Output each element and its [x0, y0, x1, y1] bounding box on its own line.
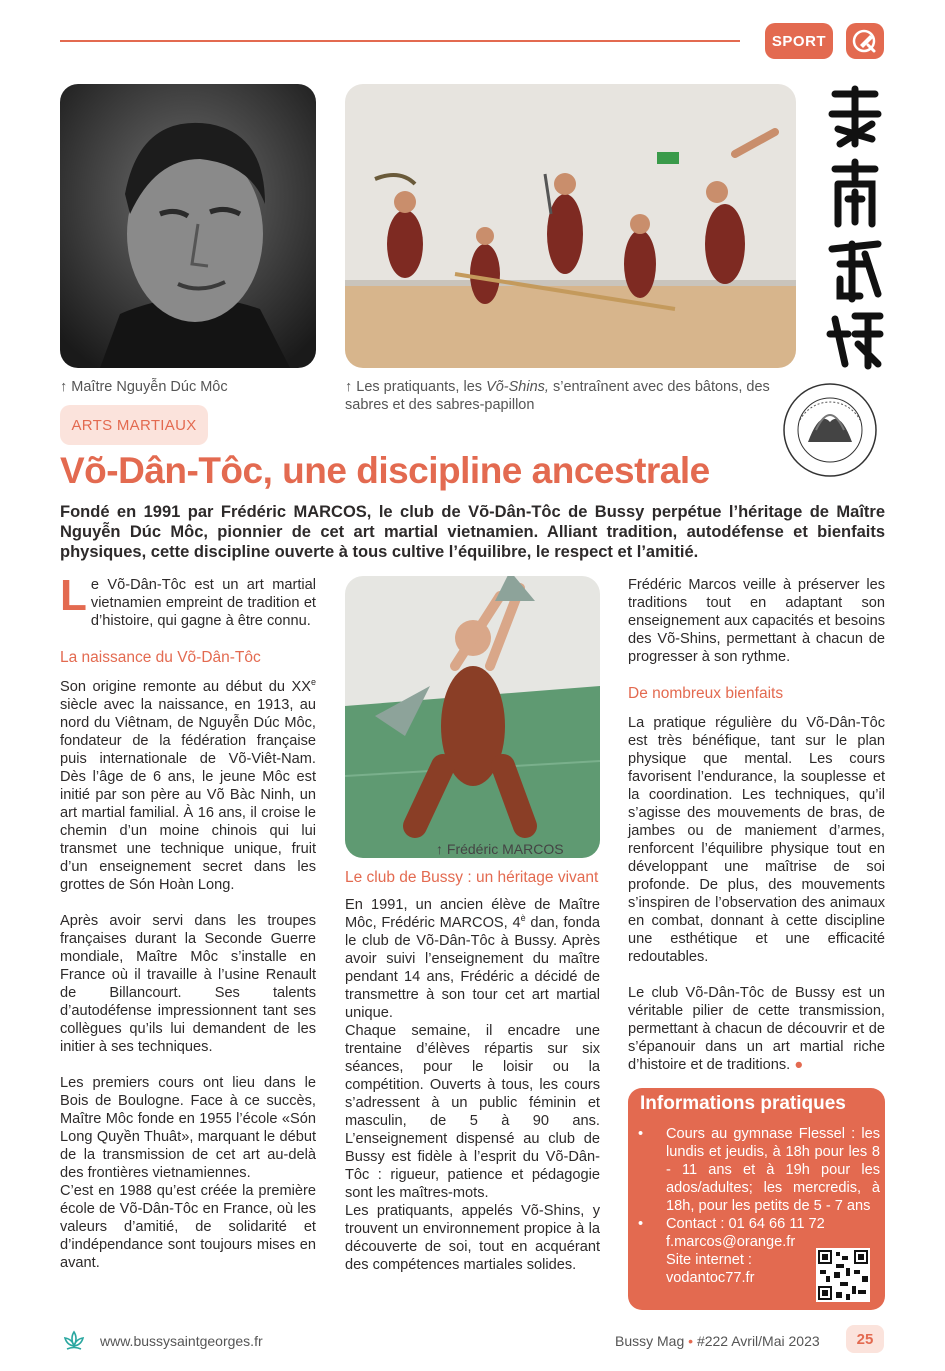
column-2	[345, 868, 600, 1274]
end-mark-icon: ●	[794, 1057, 804, 1073]
federation-emblem	[780, 380, 880, 480]
paragraph	[60, 678, 316, 894]
section-heading: Le club de Bussy : un héritage vivant	[345, 869, 599, 886]
paragraph: Frédéric Marcos veille à préserver les traditions tout en adaptant son enseignement aux capacités et besoins des Võ-Shins, permettant à chacun de progresser à son rythme.	[628, 577, 885, 665]
group-photo-caption	[345, 378, 796, 414]
paragraph-text: En 1991, un ancien élève de Maître Môc, Frédéric MARCOS, 4	[345, 897, 600, 931]
article-chapeau: Fondé en 1991 par Frédéric MARCOS, le club de Võ-Dân-Tôc de Bussy perpétue l’héritage de Maître Nguyễn Dúc Môc, pionnier de cet art martial vietnamien. Alliant tradition, autodéfense et bienfaits physiques, cette discipline ouverte à tous cultive l’équilibre, le respect et l’amitié.	[60, 503, 885, 561]
caption-text: ↑ Les pratiquants, les	[345, 379, 487, 395]
dropcap: L	[60, 571, 87, 620]
caption-emphasis: Võ-Shins,	[486, 379, 549, 395]
section-heading: De nombreux bienfaits	[628, 685, 784, 702]
section-heading: La naissance du Võ-Dân-Tôc	[60, 649, 261, 666]
pencil-circle-icon	[846, 23, 884, 59]
superscript: e	[310, 677, 316, 688]
paragraph: Après avoir servi dans les troupes françaises durant la Seconde Guerre mondiale, Maître Môc s’installe en France où il travaille à l’usine Renault de Billancourt. Ses talents d’autodéfense impressionnent tant ses collègues qu’ils lui demandent de les initier à ses techniques.	[60, 913, 316, 1055]
contact-phone: Contact : 01 64 66 11 72	[666, 1216, 825, 1232]
page-number: 25	[846, 1325, 884, 1353]
paragraph: C’est en 1988 qu’est créée la première école de Võ-Dân-Tôc en France, où les valeurs d’amitié, de solidarité et d’indépendance sont toujours mises en avant.	[60, 1183, 316, 1271]
info-box	[628, 1088, 885, 1310]
paragraph-text: siècle avec la naissance, en 1913, au nord du Viêtnam, de Nguyễn Dúc Môc, fondateur de la fédération française puis internationale de Võ-Viêt-Nam. Dès l’âge de 6 ans, le jeune Môc est initié par son père au Võ Bàc Ninh, un art martial familial. À 16 ans, il croise le chemin d’un moine chinois qui lui transmet une technique unique, fruit d’un enseignement secret dans les grottes de Són Hoàn Long.	[60, 697, 316, 893]
site-label: Site internet :	[666, 1252, 752, 1268]
qr-code-icon[interactable]	[816, 1248, 870, 1302]
paragraph-text: Son origine remonte au début du XX	[60, 679, 311, 695]
paragraph: Chaque semaine, il encadre une trentaine d’élèves répartis sur six séances, pour le loisir ou la compétition. Ouverts à tous, les cours s’adressent à un public féminin et masculin, de 5 à 90 ans. L’enseignement dispensé au club de Bussy est fidèle à l’esprit du Võ-Dân-Tôc : rigueur, patience et pédagogie sont les maîtres-mots.	[345, 1023, 600, 1201]
paragraph	[345, 896, 600, 1022]
info-item-schedule: • Cours au gymnase Flessel : les lundis et jeudis, à 18h pour les 8 - 11 ans et à 19h pour les ados/adultes; les mercredis, à 18h, pour les petits de 5 - 7 ans	[638, 1125, 880, 1215]
footer-website[interactable]: www.bussysaintgeorges.fr	[100, 1333, 263, 1349]
header-rule	[60, 40, 740, 42]
paragraph: Les pratiquants, appelés Võ-Shins, y trouvent un environnement propice à la découverte de soi, tout en acquérant des compétences martiales solides.	[345, 1203, 600, 1273]
info-title: Informations pratiques	[640, 1093, 846, 1114]
contact-email[interactable]: f.marcos@orange.fr	[666, 1234, 796, 1250]
footer-issue	[615, 1333, 820, 1349]
portrait-photo	[60, 84, 316, 368]
column-3	[628, 576, 885, 1074]
site-link[interactable]: vodantoc77.fr	[666, 1270, 755, 1286]
marcos-photo	[345, 576, 600, 858]
superscript: è	[520, 913, 526, 924]
marcos-caption: ↑ Frédéric MARCOS	[436, 841, 564, 857]
caption-text: s’entraînent avec des bâtons, des sabres et des sabres-papillon	[345, 379, 770, 413]
paragraph: Les premiers cours ont lieu dans le Bois de Boulogne. Face à ce succès, Maître Môc fonde en 1955 l’école «Són Long Quyền Thuât», marquant le début de la transmission de cet art au-delà des frontières vietnamiennes.	[60, 1075, 316, 1181]
lotus-logo-icon	[62, 1330, 86, 1352]
paragraph-text: dan, fonda le club de Võ-Dân-Tôc à Bussy. Après avoir suivi l’enseignement du maître pendant 14 ans, Frédéric a décidé de transmettre à son tour cet art martial unique.	[345, 915, 600, 1021]
group-training-photo	[345, 84, 796, 368]
paragraph-text: Le club Võ-Dân-Tôc de Bussy est un véritable pilier de cette transmission, permettant à chacun de découvrir et de s’épanouir dans un art martial riche d’histoire et de traditions.	[628, 985, 885, 1073]
footer-issue-number: #222 Avril/Mai 2023	[696, 1333, 820, 1349]
column-1	[60, 571, 316, 1272]
bullet-dot-icon: •	[688, 1333, 694, 1349]
paragraph: La pratique régulière du Võ-Dân-Tôc est très bénéfique, tant sur le plan physique que mental. Les cours favorisent l’endurance, la souplesse et la coordination. Les techniques, qu’il s’agisse des mouvements de bras, de jambes ou de maniement d’armes, renforcent l’équilibre physique tout en développant une maîtrise de soi profonde. De plus, des mouvements s’inspiren de l’observation des animaux en combat, donnant à cette discipline une esthétique et une efficacité redoutables.	[628, 715, 885, 965]
intro-text: e Võ-Dân-Tôc est un art martial vietnamien empreint de tradition et d’histoire, qui gagne à être connu.	[90, 577, 316, 629]
paragraph	[628, 984, 885, 1074]
calligraphy-characters	[820, 84, 890, 370]
section-tag: SPORT	[765, 23, 833, 59]
portrait-caption: ↑ Maître Nguyễn Dúc Môc	[60, 379, 228, 395]
article-kicker: ARTS MARTIAUX	[60, 405, 208, 445]
article-title: Võ-Dân-Tôc, une discipline ancestrale	[60, 450, 710, 491]
footer-mag: Bussy Mag	[615, 1333, 685, 1349]
